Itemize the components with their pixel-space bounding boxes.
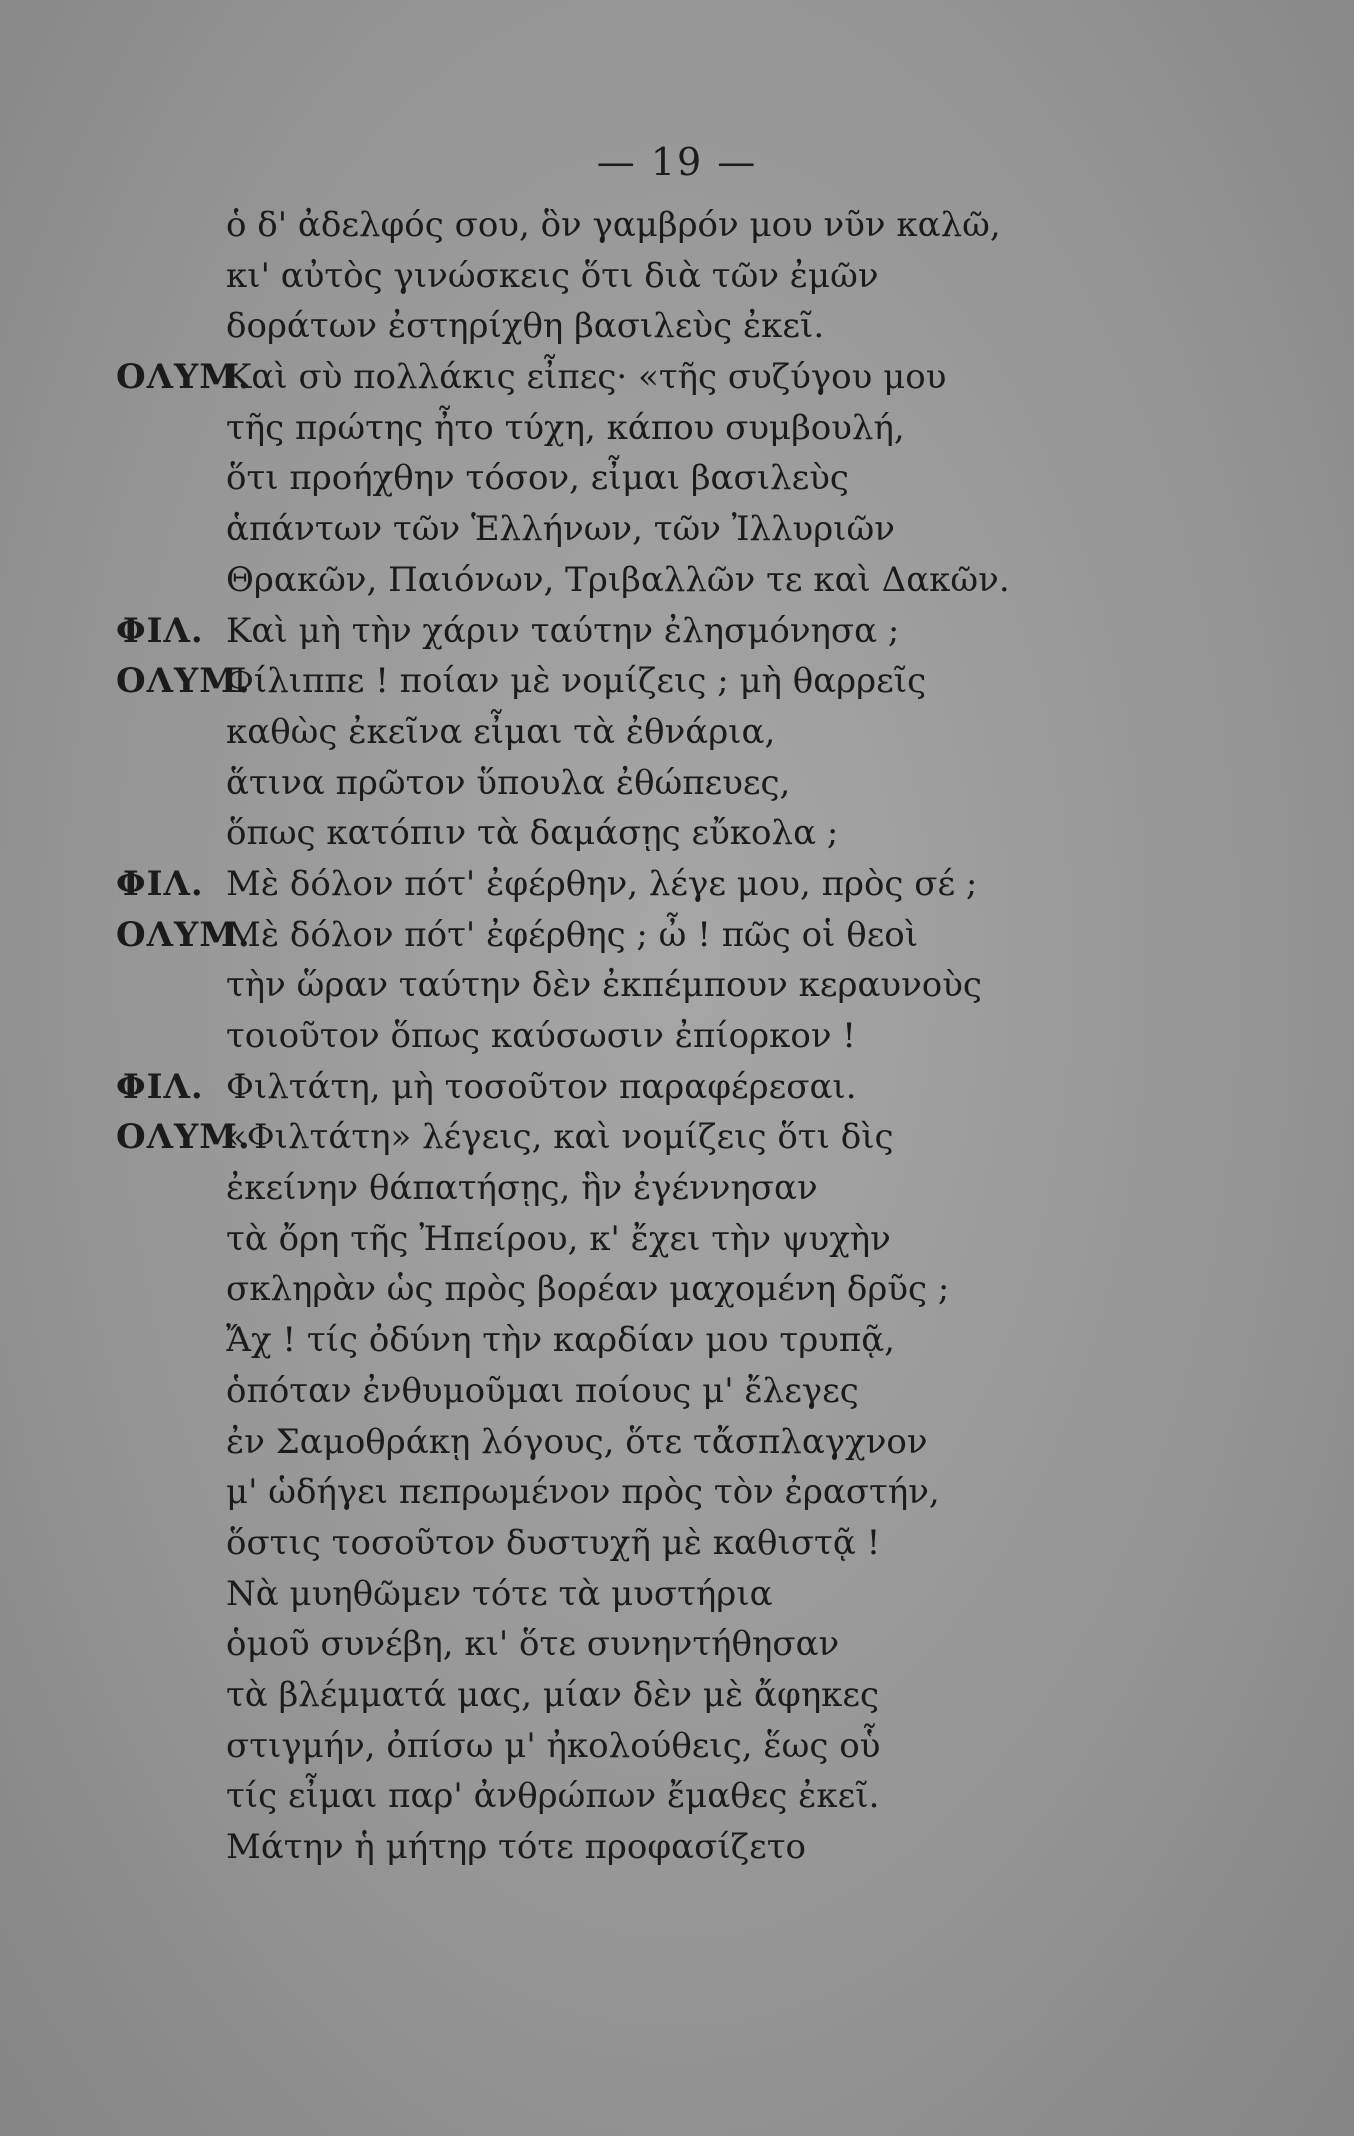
text-line [226,1721,1146,1772]
line-text: ὅτι προήχθην τόσον, εἶμαι βασιλεὺς [226,458,849,499]
speaker-label: ΦΙΛ. [116,610,204,651]
text-line [226,251,1146,302]
line-text: ὅστις τοσοῦτον δυστυχῆ μὲ καθιστᾷ ! [226,1522,881,1563]
line-text: Καὶ σὺ πολλάκις εἶπες· «τῆς συζύγου μου [226,357,947,398]
text-line [116,859,1146,910]
text-line [226,960,1146,1011]
text-line [226,1467,1146,1518]
line-text: Μάτην ἡ μήτηρ τότε προφασίζετο [226,1827,806,1867]
line-text: ἐν Σαμοθράκῃ λόγους, ὅτε τἄσπλαγχνον [226,1421,928,1462]
text-line [226,301,1146,352]
dialogue-text [116,200,1146,1873]
text-line [226,1163,1146,1214]
text-line [226,1315,1146,1366]
text-line [226,1366,1146,1417]
line-text: Φιλτάτη, μὴ τοσοῦτον παραφέρεσαι. [226,1066,857,1107]
text-line [226,1518,1146,1569]
line-text: τὴν ὥραν ταύτην δὲν ἐκπέμπουν κεραυνοὺς [226,965,982,1006]
speaker-label: ΟΛΥΜ. [116,661,251,702]
line-text: ὁ δ' ἀδελφός σου, ὃν γαμβρόν μου νῦν καλῶ, [226,205,1001,245]
text-line [226,707,1146,758]
line-text: Θρακῶν, Παιόνων, Τριβαλλῶν τε καὶ Δακῶν. [226,559,1010,600]
text-line [116,656,1146,707]
line-text: Νὰ μυηθῶμεν τότε τὰ μυστήρια [226,1573,773,1614]
text-line [226,403,1146,454]
line-text: τὰ ὄρη τῆς Ἠπείρου, κ' ἔχει τὴν ψυχὴν [226,1218,891,1259]
line-text: τοιοῦτον ὅπως καύσωσιν ἐπίορκον ! [226,1016,856,1056]
page-number: — 19 — [596,140,758,184]
text-line [226,200,1146,251]
text-line [226,1569,1146,1620]
speaker-label: ΦΙΛ. [116,863,204,904]
line-text: τῆς πρώτης ἦτο τύχη, κάπου συμβουλή, [226,407,905,448]
line-text: ὁμοῦ συνέβη, κι' ὅτε συνηντήθησαν [226,1624,840,1665]
line-text: Καὶ μὴ τὴν χάριν ταύτην ἐλησμόνησα ; [226,610,900,651]
text-line [226,808,1146,859]
line-text: Μὲ δόλον πότ' ἐφέρθην, λέγε μου, πρὸς σέ ; [226,863,978,904]
line-text: ὁπόταν ἐνθυμοῦμαι ποίους μ' ἔλεγες [226,1370,859,1411]
text-line [116,352,1146,403]
text-line [116,1062,1146,1113]
text-line [226,1670,1146,1721]
text-line [116,606,1146,657]
speaker-label: ΟΛΥΜ. [116,357,251,398]
speaker-label: ΦΙΛ. [116,1066,204,1107]
line-text: ἁπάντων τῶν Ἑλλήνων, τῶν Ἰλλυριῶν [226,509,895,550]
text-line [226,1822,1146,1873]
text-line [226,1214,1146,1265]
line-text: σκληρὰν ὡς πρὸς βορέαν μαχομένη δρῦς ; [226,1269,950,1310]
speaker-label: ΟΛΥΜ. [116,914,251,955]
text-line [226,453,1146,504]
text-line [116,1112,1146,1163]
line-text: ἅτινα πρῶτον ὕπουλα ἐθώπευες, [226,762,791,803]
text-line [226,1264,1146,1315]
text-line [226,758,1146,809]
line-text: δοράτων ἐστηρίχθη βασιλεὺς ἐκεῖ. [226,306,825,347]
text-line [226,1011,1146,1062]
text-line [226,1619,1146,1670]
line-text: ἐκείνην θάπατήσῃς, ἣν ἐγέννησαν [226,1168,818,1209]
line-text: «Φιλτάτη» λέγεις, καὶ νομίζεις ὅτι δὶς [226,1117,894,1158]
line-text: καθὼς ἐκεῖνα εἶμαι τὰ ἐθνάρια, [226,711,776,752]
line-text: Ἄχ ! τίς ὀδύνη τὴν καρδίαν μου τρυπᾷ, [226,1320,895,1361]
line-text: τὰ βλέμματά μας, μίαν δὲν μὲ ἄφηκες [226,1674,880,1715]
line-text: μ' ὡδήγει πεπρωμένον πρὸς τὸν ἐραστήν, [226,1472,940,1513]
text-line [226,1771,1146,1822]
text-line [226,1417,1146,1468]
text-line [116,910,1146,961]
line-text: Φίλιππε ! ποίαν μὲ νομίζεις ; μὴ θαρρεῖς [226,661,927,702]
line-text: τίς εἶμαι παρ' ἀνθρώπων ἔμαθες ἐκεῖ. [226,1776,880,1817]
line-text: Μὲ δόλον πότ' ἐφέρθης ; ὦ ! πῶς οἱ θεοὶ [226,914,919,955]
line-text: ὅπως κατόπιν τὰ δαμάσῃς εὔκολα ; [226,813,839,854]
text-line [226,555,1146,606]
speaker-label: ΟΛΥΜ. [116,1117,251,1158]
line-text: στιγμήν, ὀπίσω μ' ἠκολούθεις, ἕως οὗ [226,1725,881,1766]
line-text: κι' αὐτὸς γινώσκεις ὅτι διὰ τῶν ἐμῶν [226,255,879,296]
text-line [226,504,1146,555]
